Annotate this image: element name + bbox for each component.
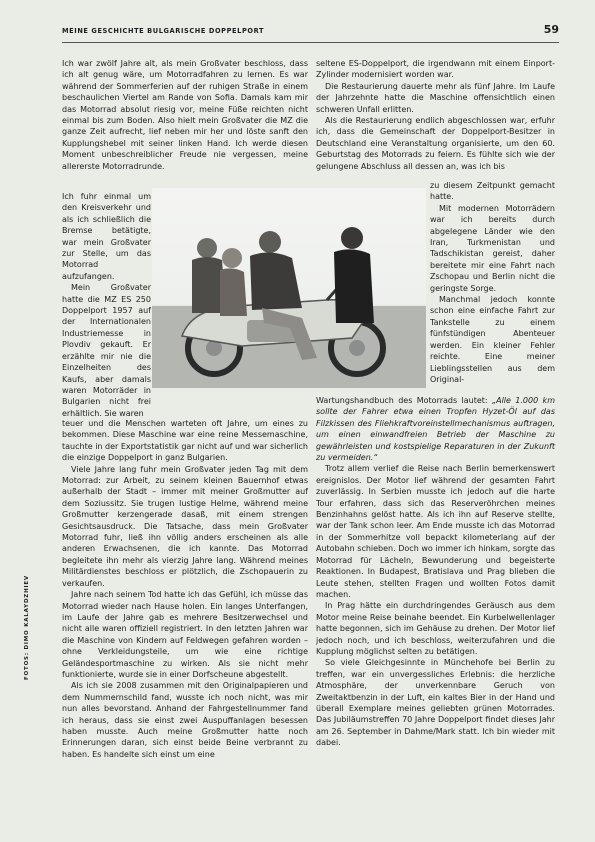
right-column-top [316,58,555,172]
paragraph: Trotz allem verlief die Reise nach Berlin bemerkenswert ereignislos. Der Motor lief während der gesamten Fahrt zuverlässig. In Serbien musste ich jedoch auf die harte Tour erfahren, dass sich das Reserveröhrchen meines Benzinhahns gelöst hatte. Als ich ihn auf Reserve stellte, war der Tank schon leer. Am Ende musste ich das Motorrad in der Sommerhitze voll bepackt kilometerlang auf der Autobahn schieben. Doch wo immer ich hinkam, sorgte das Motorrad für Lächeln, Bewunderung und begeisterte Reaktionen. In Budapest, Bratislava und Prag blieben die Leute stehen, stellten Fragen und wollten Fotos damit machen. [316,464,555,599]
paragraph: Mein Großvater hatte die MZ ES 250 Doppelport 1957 auf der Internationalen Industriemesse in Plovdiv gekauft. Er erzählte mir nie die Einzelheiten des Kaufs, aber damals waren Motorräder in Bulgarien nicht frei erhältlich. Sie waren [62,283,151,418]
paragraph: Die Restaurierung dauerte mehr als fünf Jahre. Im Laufe der Jahrzehnte hatte die Maschine offensichtlich einen schweren Unfall erlitten. [316,81,555,114]
paragraph: teuer und die Menschen warteten oft Jahre, um eines zu bekommen. Diese Maschine war eine reine Messemaschine, tauchte in der Exportstatistik gar nicht auf und war sicherlich die einzige Doppelport in ganz Bulgarien. [62,419,308,463]
quote-intro: Wartungshandbuch des Motorrads lautet: [316,396,492,405]
manual-quote: „Alle 1.000 km sollte der Fahrer etwa einen Tropfen Hyzet-Öl auf das Filzkissen des Fliehkraftvoreinstellmechanismus auftragen, um einen einwandfreien Betrieb der Maschine zu gewährleisten und kostspielige Reparaturen in der Zukunft zu vermeiden.“ [316,396,555,463]
page-number: 59 [543,23,559,36]
paragraph: seltene ES-Doppelport, die irgendwann mit einem Einport-Zylinder modernisiert worden war. [316,59,555,80]
left-column-top [62,58,308,172]
left-column-lower [62,418,308,760]
paragraph: Ich war zwölf Jahre alt, als mein Großvater beschloss, dass ich alt genug wäre, um Motorradfahren zu lernen. Es war während der Sommerferien auf der ruhigen Straße in einem beschaulichen Viertel am Rande von Sofia. Damals kam mir das Motorrad absolut riesig vor, meine Füße reichten nicht einmal bis zum Boden. Also hielt mein Großvater die MZ die ganze Zeit aufrecht, lief neben mir her und löste sanft den Kupplungshebel mit seiner linken Hand. Ich werde diesen Moment unbeschreiblicher Freude nie vergessen, meine allererste Motorradrunde. [62,59,308,171]
paragraph: zu diesem Zeitpunkt gemacht hatte. [430,181,555,202]
right-column-lower [316,395,555,749]
paragraph: Mit modernen Motorrädern war ich bereits durch abgelegene Länder wie den Iran, Turkmenistan und Tadschikistan gereist, daher bereitete mir eine Fahrt nach Zschopau und Berlin nicht die geringste Sorge. [430,203,555,293]
left-wrap-text [62,191,151,419]
paragraph: Ich fuhr einmal um den Kreisverkehr und als ich schließlich die Bremse betätigte, war mein Großvater zur Stelle, um das Motorrad aufzufangen. [62,192,151,281]
paragraph: Manchmal jedoch konnte schon eine einfache Fahrt zur Tankstelle zu einem fünfstündigen Abenteuer werden. Ein kleiner Fehler reichte. Eine meiner Lieblingsstellen aus dem Original- [430,295,555,384]
paragraph: Viele Jahre lang fuhr mein Großvater jeden Tag mit dem Motorrad: zur Arbeit, zu seinem kleinen Bauernhof etwas außerhalb der Stadt – immer mit meiner Großmutter auf dem Soziussitz. Sie trugen lustige Helme, während meine Großmutter kerzengerade dasaß, mit einem strengen Gesichtsausdruck. Die Tatsache, dass mein Großvater Motorrad fuhr, ließ ihn völlig anders erscheinen als alle anderen Erwachsenen, die ich kannte. Das Motorrad begleitete ihn mehr als vierzig Jahre lang. Während meines Militärdienstes beschloss er plötzlich, die Zschopauerin zu verkaufen. [62,464,308,588]
right-wrap-text [430,180,555,385]
paragraph: Als ich sie 2008 zusammen mit den Originalpapieren und dem Nummernschild fand, wusste ich noch nicht, was mir nun alles bevorstand. Anhand der Fahrgestellnummer fand ich heraus, dass sie einst zwei Auspuffanlagen besessen haben musste. Auch meine Großmutter hatte noch Erinnerungen daran, sich einst beide Beine verbrannt zu haben. Es handelte sich einst um eine [62,681,308,759]
paragraph: Jahre nach seinem Tod hatte ich das Gefühl, ich müsse das Motorrad wieder nach Hause holen. Ein langes Unterfangen, im Laufe der Jahre gab es mehrere Besitzerwechsel und nicht alle waren offiziell registriert. In den letzten Jahren war die Maschine von Kindern auf Feldwegen gefahren worden – ohne Verkleidungsteile, um wie eine richtige Geländesportmaschine zu wirken. Als sie nicht mehr funktionierte, wurde sie in einer Dorfscheune abgestellt. [62,590,308,679]
paragraph: So viele Gleichgesinnte in Münchehofe bei Berlin zu treffen, war ein unvergessliches Erlebnis: die herzliche Atmosphäre, der unverkennbare Geruch von Zweitaktbenzin in der Luft, ein kaltes Bier in der Hand und überall Exemplare meines geliebten grünen Motorrades. Das Jubiläumstreffen 70 Jahre Doppelport findet dieses Jahr am 26. September in Dahme/Mark statt. Ich bin wieder mit dabei. [316,658,555,748]
photo-credit: FOTOS: DIMO KALAYDZHIEV [24,575,30,680]
quote-paragraph [316,395,555,463]
header-rule [62,42,559,43]
family-on-motorcycle-photo [152,188,426,388]
running-head: MEINE GESCHICHTE BULGARISCHE DOPPELPORT [62,27,265,35]
paragraph: Als die Restaurierung endlich abgeschlossen war, erfuhr ich, dass die Gemeinschaft der Doppelport-Besitzer in Deutschland eine Veranstaltung organisierte, um den 60. Geburtstag des Motorrads zu feiern. Es fühlte sich wie der gelungene Abschluss all dessen an, was ich bis [316,116,555,171]
paragraph: In Prag hätte ein durchdringendes Geräusch aus dem Motor meine Reise beinahe beendet. Ein Kurbelwellenlager hatte begonnen, sich im Gehäuse zu drehen. Der Motor lief jedoch noch, und ich beschloss, weiterzufahren und die Kupplung möglichst selten zu betätigen. [316,601,555,656]
photo-illustration [152,188,426,388]
